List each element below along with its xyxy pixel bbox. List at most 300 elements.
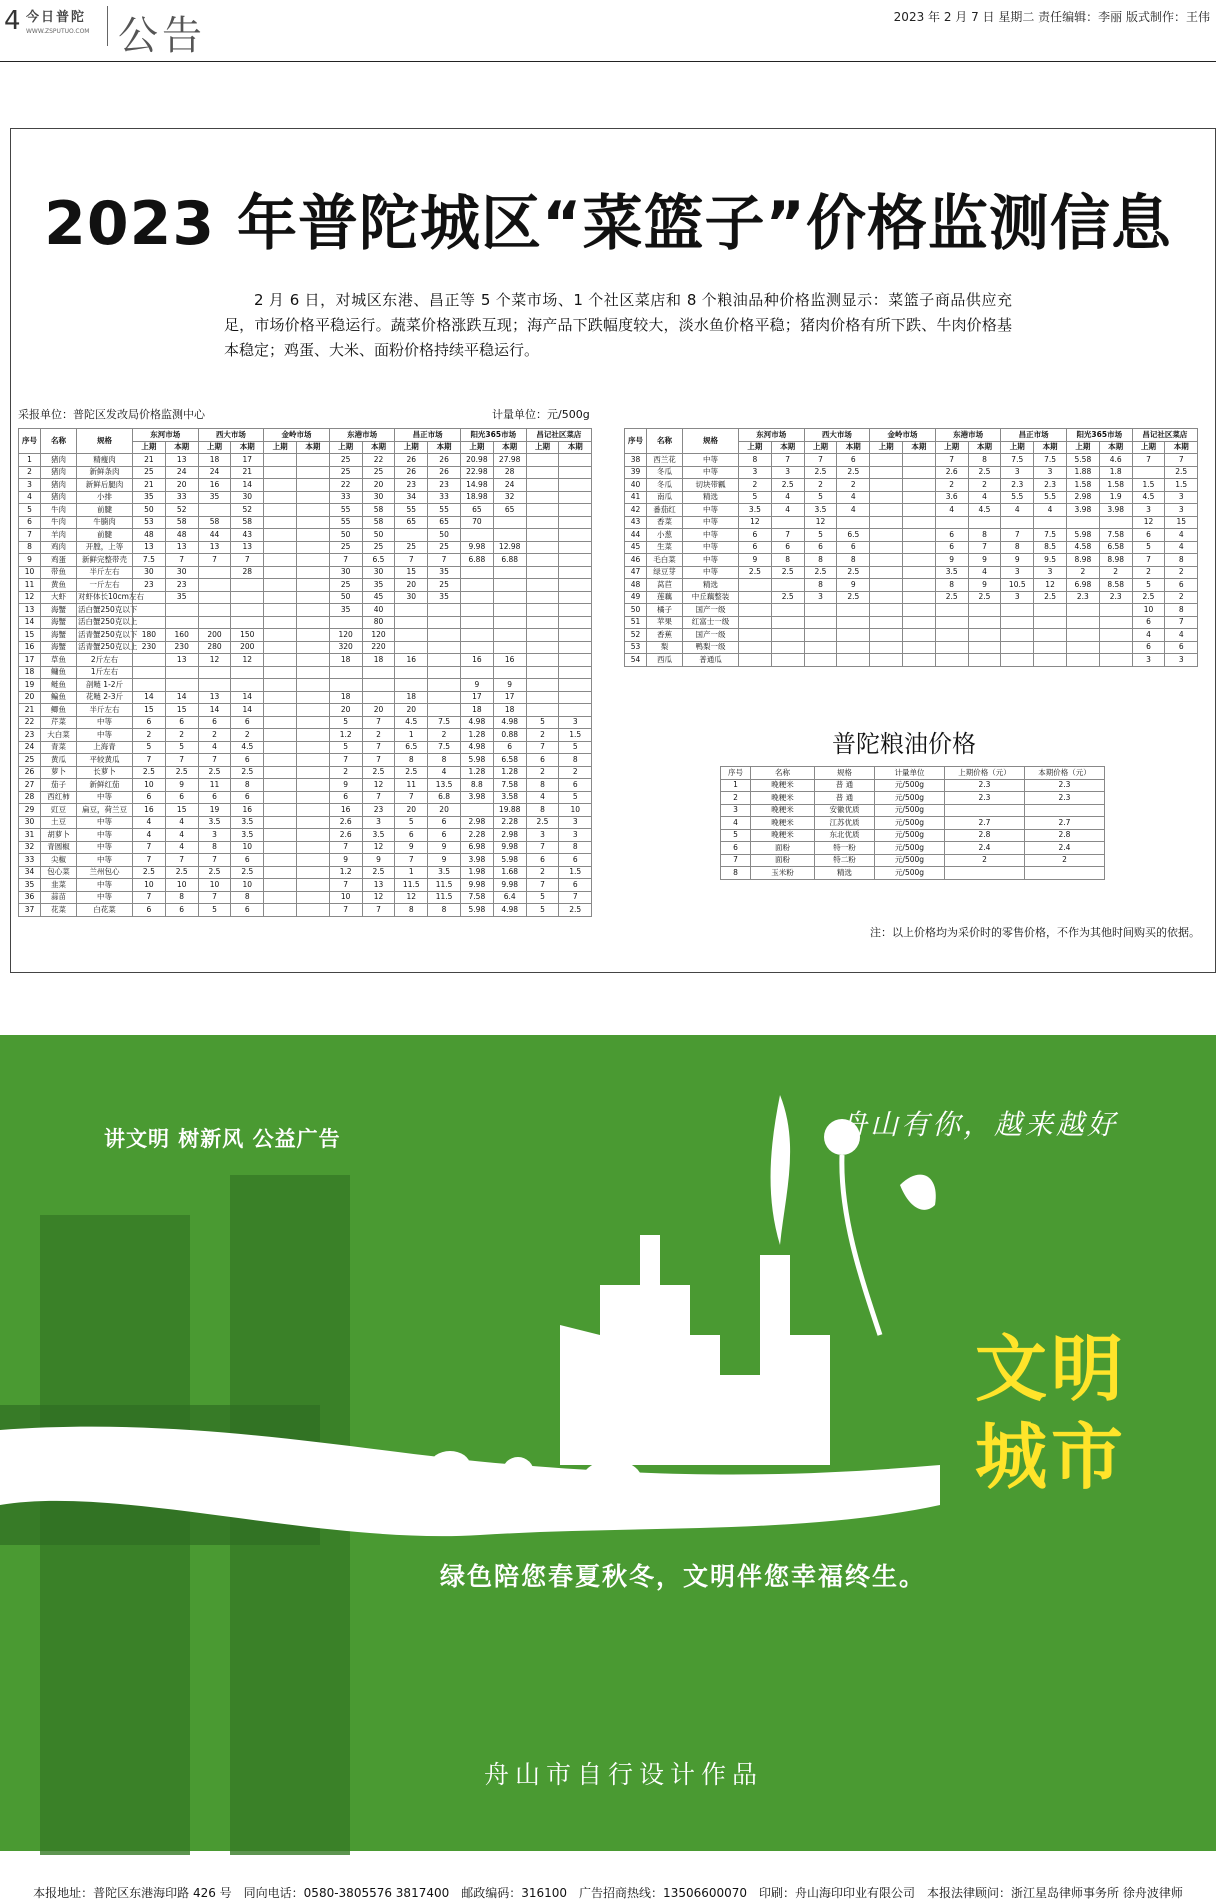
table-cell: 特一粉 [815, 842, 875, 855]
table-cell: 中等 [77, 841, 133, 854]
table-cell: 9.98 [460, 879, 493, 892]
table-cell: 1.98 [460, 866, 493, 879]
column-subheader: 本期 [837, 441, 870, 454]
table-cell: 13.5 [428, 779, 461, 792]
table-cell: 33 [19, 854, 41, 867]
table-cell: 1.2 [329, 866, 362, 879]
table-cell: 半斤左右 [77, 566, 133, 579]
table-cell [837, 616, 870, 629]
table-cell [493, 604, 526, 617]
table-cell: 2.3 [1034, 479, 1067, 492]
table-cell [902, 579, 935, 592]
table-cell: 新鲜条肉 [77, 466, 133, 479]
table-cell: 32 [19, 841, 41, 854]
table-cell: 牛肉 [41, 504, 77, 517]
table-cell [1034, 604, 1067, 617]
column-subheader: 上期 [329, 441, 362, 454]
table-cell: 带鱼 [41, 566, 77, 579]
table-cell: 65 [395, 516, 428, 529]
table-cell: 中等 [77, 816, 133, 829]
table-cell: 2 [945, 854, 1025, 867]
table-cell: 25 [362, 466, 395, 479]
table-cell [870, 504, 903, 517]
table-cell: 2.6 [935, 466, 968, 479]
table-cell: 红富士一级 [683, 616, 739, 629]
table-cell: 24 [165, 466, 198, 479]
table-cell [264, 829, 297, 842]
table-cell: 9 [395, 841, 428, 854]
table-cell: 8 [198, 841, 231, 854]
reporter-unit: 采报单位：普陀区发改局价格监测中心 [18, 408, 205, 421]
table-cell: 7 [526, 879, 559, 892]
table-cell: 14 [165, 691, 198, 704]
table-cell: 18 [395, 691, 428, 704]
table-row [19, 629, 592, 642]
table-cell: 7 [362, 904, 395, 917]
column-subheader: 上期 [526, 441, 559, 454]
table-cell: 芹菜 [41, 716, 77, 729]
table-cell: 黄鱼 [41, 579, 77, 592]
table-cell: 9 [428, 854, 461, 867]
table-cell [902, 516, 935, 529]
table-cell: 8 [1165, 554, 1198, 567]
table-cell: 6.88 [493, 554, 526, 567]
table-cell: 鸡肉 [41, 541, 77, 554]
table-cell [902, 616, 935, 629]
table-cell [526, 691, 559, 704]
table-cell: 58 [198, 516, 231, 529]
table-cell: 12 [19, 591, 41, 604]
table-cell: 22 [19, 716, 41, 729]
table-cell: 4.58 [1066, 541, 1099, 554]
table-cell: 7 [1165, 616, 1198, 629]
column-subheader: 上期 [870, 441, 903, 454]
table-header-row [721, 767, 1105, 780]
ad-slogan-right: 舟山有你，越来越好 [838, 1108, 1118, 1141]
table-cell [1099, 604, 1132, 617]
table-cell: 7.58 [460, 891, 493, 904]
table-cell: 4.98 [493, 716, 526, 729]
table-cell: 7 [329, 904, 362, 917]
table-cell: 2 [721, 792, 751, 805]
table-cell [559, 541, 592, 554]
table-cell: 2.3 [1025, 779, 1105, 792]
table-cell: 13 [198, 541, 231, 554]
table-cell: 2 [1165, 591, 1198, 604]
table-cell: 44 [625, 529, 647, 542]
table-cell: 1.28 [460, 729, 493, 742]
table-cell: 41 [625, 491, 647, 504]
table-cell [559, 591, 592, 604]
table-cell: 1.5 [1165, 479, 1198, 492]
table-cell: 4.5 [231, 741, 264, 754]
table-cell: 120 [329, 629, 362, 642]
table-cell [945, 867, 1025, 880]
column-header: 阳光365市场 [1066, 429, 1132, 442]
table-cell: 活白蟹250克以下 [77, 604, 133, 617]
table-row [19, 691, 592, 704]
table-cell: 7 [559, 891, 592, 904]
table-cell: 8 [771, 554, 804, 567]
table-cell: 15 [133, 704, 166, 717]
table-cell: 25 [329, 466, 362, 479]
table-cell [296, 879, 329, 892]
table-cell: 2.5 [837, 466, 870, 479]
table-cell: 4.98 [460, 716, 493, 729]
table-cell: 44 [198, 529, 231, 542]
table-cell [870, 454, 903, 467]
table-cell [1066, 604, 1099, 617]
table-row [19, 529, 592, 542]
table-cell [837, 654, 870, 667]
table-cell [526, 504, 559, 517]
table-row [19, 766, 592, 779]
table-cell [771, 516, 804, 529]
table-cell: 3.5 [935, 566, 968, 579]
table-cell [526, 591, 559, 604]
column-subheader: 上期 [804, 441, 837, 454]
table-cell [559, 604, 592, 617]
table-cell: 新鲜红茄 [77, 779, 133, 792]
table-cell [460, 666, 493, 679]
table-cell [296, 841, 329, 854]
table-cell [968, 629, 1001, 642]
table-cell: 10 [19, 566, 41, 579]
table-cell: 9 [1001, 554, 1034, 567]
table-cell: 9 [362, 854, 395, 867]
table-cell: 中等 [77, 791, 133, 804]
table-row [19, 866, 592, 879]
table-cell: 中丘藕整装 [683, 591, 739, 604]
table-cell: 12 [231, 654, 264, 667]
table-row [19, 891, 592, 904]
table-cell: 中等 [77, 829, 133, 842]
table-cell: 8 [1165, 604, 1198, 617]
table-cell: 2.5 [395, 766, 428, 779]
table-cell: 2.5 [968, 466, 1001, 479]
table-cell: 11 [19, 579, 41, 592]
table-row [19, 466, 592, 479]
table-cell: 元/500g [875, 854, 945, 867]
table-cell [870, 479, 903, 492]
table-cell [296, 641, 329, 654]
table-cell [493, 616, 526, 629]
table-cell: 8.98 [1099, 554, 1132, 567]
column-header: 名称 [751, 767, 815, 780]
table-cell: 8 [19, 541, 41, 554]
table-cell [329, 616, 362, 629]
table-cell: 8 [968, 454, 1001, 467]
table-cell [264, 504, 297, 517]
table-cell: 1.8 [1099, 466, 1132, 479]
table-cell [837, 516, 870, 529]
table-cell [296, 729, 329, 742]
table-cell: 35 [329, 604, 362, 617]
table-cell: 4 [526, 791, 559, 804]
table-cell: 3.5 [231, 816, 264, 829]
table-cell: 23 [428, 479, 461, 492]
table-row [19, 504, 592, 517]
table-cell: 6 [165, 904, 198, 917]
column-subheader: 本期 [296, 441, 329, 454]
table-cell: 7 [1165, 454, 1198, 467]
table-cell [428, 641, 461, 654]
table-cell: 48 [133, 529, 166, 542]
public-service-ad [0, 1035, 1216, 1851]
table-cell [264, 704, 297, 717]
table-cell: 胡萝卜 [41, 829, 77, 842]
table-row [19, 554, 592, 567]
table-cell: 一斤左右 [77, 579, 133, 592]
table-cell: 150 [231, 629, 264, 642]
table-cell: 前腱 [77, 504, 133, 517]
column-subheader: 本期 [165, 441, 198, 454]
table-cell: 开膛，上等 [77, 541, 133, 554]
table-cell: 2.5 [231, 766, 264, 779]
table-cell: 14 [231, 704, 264, 717]
table-cell [493, 641, 526, 654]
table-cell: 230 [133, 641, 166, 654]
table-cell: 5.98 [1066, 529, 1099, 542]
table-cell: 55 [329, 516, 362, 529]
table-cell: 2.5 [771, 591, 804, 604]
table-cell [870, 579, 903, 592]
table-cell: 9 [460, 679, 493, 692]
table-cell [198, 566, 231, 579]
table-cell: 50 [329, 529, 362, 542]
table-cell: 中等 [683, 566, 739, 579]
column-header: 名称 [41, 429, 77, 454]
table-cell: 65 [460, 504, 493, 517]
table-cell: 6.4 [493, 891, 526, 904]
table-cell: 2 [198, 729, 231, 742]
table-cell: 平较黄瓜 [77, 754, 133, 767]
table-cell: 8 [428, 754, 461, 767]
table-cell [559, 679, 592, 692]
table-cell: 13 [133, 541, 166, 554]
table-cell: 精瘦肉 [77, 454, 133, 467]
table-cell: 莴苣 [647, 579, 683, 592]
ad-slogan-left: 讲文明 树新风 公益广告 [104, 1127, 341, 1151]
table-cell: 52 [625, 629, 647, 642]
table-cell: 30 [133, 566, 166, 579]
table-cell [362, 679, 395, 692]
table-cell [968, 616, 1001, 629]
price-table-left [18, 428, 592, 917]
table-cell: 31 [19, 829, 41, 842]
column-subheader: 上期 [198, 441, 231, 454]
table-cell: 11.5 [395, 879, 428, 892]
column-subheader: 上期 [264, 441, 297, 454]
table-cell [1001, 654, 1034, 667]
table-cell [739, 641, 772, 654]
table-cell [231, 679, 264, 692]
table-cell [362, 691, 395, 704]
table-cell [231, 591, 264, 604]
table-cell: 2.6 [329, 816, 362, 829]
table-cell: 5 [526, 904, 559, 917]
table-cell: 200 [198, 629, 231, 642]
table-cell: 13 [19, 604, 41, 617]
table-cell: 2 [804, 479, 837, 492]
table-cell: 6 [198, 791, 231, 804]
table-cell: 12 [198, 654, 231, 667]
table-cell: 28 [19, 791, 41, 804]
table-cell: 7 [133, 841, 166, 854]
table-row [19, 704, 592, 717]
table-cell: 2.5 [1034, 591, 1067, 604]
table-cell: 9 [739, 554, 772, 567]
table-cell: 7 [133, 891, 166, 904]
table-cell: 7 [771, 454, 804, 467]
table-cell: 40 [362, 604, 395, 617]
table-cell: 80 [362, 616, 395, 629]
table-cell: 7 [526, 841, 559, 854]
table-row [19, 829, 592, 842]
table-cell [296, 654, 329, 667]
table-cell [902, 529, 935, 542]
table-cell [739, 579, 772, 592]
table-cell: 普 通 [815, 779, 875, 792]
table-cell: 10 [1132, 604, 1165, 617]
table-cell: 8.5 [1034, 541, 1067, 554]
table-cell: 58 [362, 516, 395, 529]
table-cell: 7 [1001, 529, 1034, 542]
table-cell: 2 [1132, 566, 1165, 579]
table-cell [870, 554, 903, 567]
table-cell [493, 629, 526, 642]
table-cell: 4 [721, 817, 751, 830]
table-cell: 2 [19, 466, 41, 479]
table-cell: 50 [625, 604, 647, 617]
table-cell: 剖鲢 1-2斤 [77, 679, 133, 692]
table-cell: 5 [804, 529, 837, 542]
table-cell: 2.5 [837, 566, 870, 579]
table-cell: 15 [165, 704, 198, 717]
table-cell: 4.98 [460, 741, 493, 754]
table-cell [945, 804, 1025, 817]
column-subheader: 本期 [1165, 441, 1198, 454]
table-cell: 5 [165, 741, 198, 754]
table-cell [526, 516, 559, 529]
table-cell [1001, 516, 1034, 529]
table-cell: 20 [395, 804, 428, 817]
table-cell: 46 [625, 554, 647, 567]
table-cell [526, 479, 559, 492]
table-cell: 2.3 [945, 792, 1025, 805]
table-row [19, 716, 592, 729]
table-cell: 5 [395, 816, 428, 829]
table-cell: 9 [329, 779, 362, 792]
table-cell [739, 629, 772, 642]
table-cell: 6 [526, 854, 559, 867]
column-header: 东港市场 [329, 429, 395, 442]
table-cell: 1 [721, 779, 751, 792]
table-cell [804, 629, 837, 642]
table-cell [165, 666, 198, 679]
table-cell: 国产一级 [683, 629, 739, 642]
table-cell: 4.6 [1099, 454, 1132, 467]
table-cell: 2.5 [739, 566, 772, 579]
table-cell: 3.5 [804, 504, 837, 517]
table-cell [133, 604, 166, 617]
table-cell: 4.5 [968, 504, 1001, 517]
table-cell: 中等 [683, 504, 739, 517]
table-cell: 1 [395, 729, 428, 742]
table-row [19, 804, 592, 817]
table-cell: 30 [19, 816, 41, 829]
table-cell: 尖椒 [41, 854, 77, 867]
column-subheader: 本期 [559, 441, 592, 454]
table-cell: 梨 [647, 641, 683, 654]
table-cell: 11 [198, 779, 231, 792]
table-cell: 43 [231, 529, 264, 542]
table-cell [264, 454, 297, 467]
table-cell: 2.7 [945, 817, 1025, 830]
table-cell: 20 [362, 479, 395, 492]
table-cell [231, 579, 264, 592]
table-cell: 前腱 [77, 529, 133, 542]
table-cell: 18.98 [460, 491, 493, 504]
table-cell: 30 [231, 491, 264, 504]
table-cell [526, 666, 559, 679]
table-cell: 5.5 [1001, 491, 1034, 504]
table-cell: 3 [526, 829, 559, 842]
table-cell: 6 [559, 879, 592, 892]
table-cell [526, 491, 559, 504]
table-cell: 4 [771, 504, 804, 517]
table-cell: 鲫鱼 [41, 704, 77, 717]
table-cell: 9 [968, 554, 1001, 567]
table-cell: 香菜 [647, 516, 683, 529]
table-cell: 3 [1001, 466, 1034, 479]
column-header: 金岭市场 [264, 429, 330, 442]
table-cell: 牛肉 [41, 516, 77, 529]
table-cell [296, 891, 329, 904]
logo-text: 今日普陀 [26, 10, 87, 25]
table-cell: 元/500g [875, 867, 945, 880]
price-table-right [624, 428, 1198, 667]
table-cell [559, 516, 592, 529]
table-cell: 3 [1165, 491, 1198, 504]
table-cell [526, 654, 559, 667]
table-cell: 6 [804, 541, 837, 554]
table-cell [428, 604, 461, 617]
column-header: 规格 [683, 429, 739, 454]
table-cell: 7 [395, 554, 428, 567]
table-cell: 320 [329, 641, 362, 654]
table-cell: 羊肉 [41, 529, 77, 542]
table-cell [428, 691, 461, 704]
table-cell: 8.8 [460, 779, 493, 792]
table-cell: 8 [395, 754, 428, 767]
column-header: 阳光365市场 [460, 429, 526, 442]
table-cell: 160 [165, 629, 198, 642]
table-cell [165, 604, 198, 617]
table-cell [296, 816, 329, 829]
table-cell: 30 [362, 566, 395, 579]
table-cell [526, 629, 559, 642]
table-cell [460, 529, 493, 542]
table-cell: 30 [329, 566, 362, 579]
table-cell: 4 [165, 829, 198, 842]
column-header: 东河市场 [133, 429, 199, 442]
table-cell: 25 [329, 454, 362, 467]
table-cell: 2.5 [198, 766, 231, 779]
table-cell [264, 491, 297, 504]
table-cell [902, 641, 935, 654]
table-cell: 16 [231, 804, 264, 817]
